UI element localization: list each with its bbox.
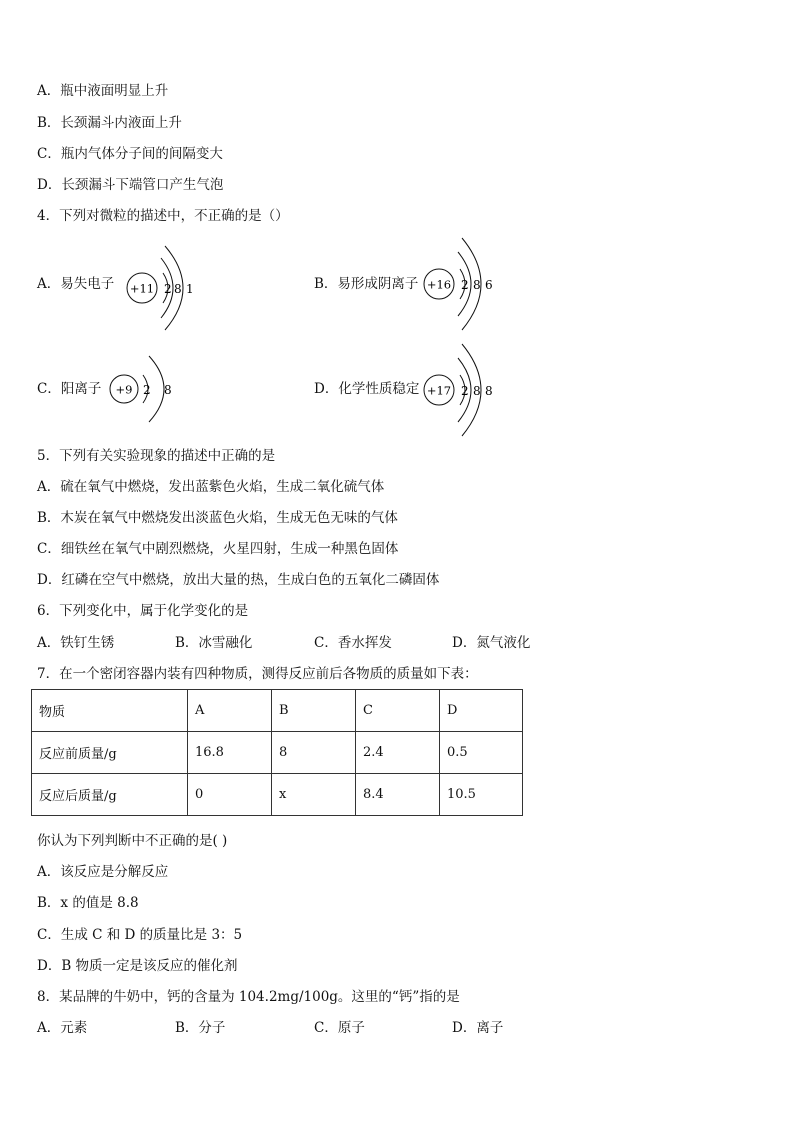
q6-option-d: D．氮气液化 [452,635,531,651]
table-header-cell: C [356,690,440,732]
q8-option-c: C．原子 [314,1020,365,1036]
q4-option-b-atom-diagram [422,236,502,332]
q8-stem: 8．某品牌的牛奶中，钙的含量为 104.2mg/100g。这里的“钙”指的是 [37,989,460,1005]
shell-3-electrons: 1 [186,282,194,296]
shell-1-electrons: 2 [461,278,469,292]
table-cell: 0 [188,774,272,816]
table-cell: 2.4 [356,732,440,774]
q4-option-a-label: A．易失电子 [37,276,115,292]
q4-option-d-atom-diagram [422,342,502,438]
q3-option-b: B．长颈漏斗内液面上升 [37,115,182,131]
shell-2-electrons: 8 [174,282,182,296]
table-cell: 10.5 [440,774,523,816]
shell-1-electrons: 2 [143,383,151,397]
q5-stem: 5．下列有关实验现象的描述中正确的是 [37,448,276,464]
shell-1-electrons: 2 [461,384,469,398]
shell-2-electrons: 8 [164,383,172,397]
q4-option-d-label: D．化学性质稳定 [314,381,420,397]
q4-option-a-atom-diagram [125,240,205,332]
q3-option-c: C．瓶内气体分子间的间隔变大 [37,146,223,162]
nucleus-charge: +11 [129,281,155,296]
shell-2-electrons: 8 [473,384,481,398]
q8-option-a: A．元素 [37,1020,88,1036]
q7-mass-table [31,689,523,816]
table-cell: 反应后质量/g [32,774,188,816]
q3-option-d: D．长颈漏斗下端管口产生气泡 [37,177,224,193]
q3-option-a: A．瓶中液面明显上升 [37,83,169,99]
q5-option-a: A．硫在氧气中燃烧，发出蓝紫色火焰，生成二氧化硫气体 [37,479,385,495]
table-row [32,732,523,774]
table-header-cell: A [188,690,272,732]
q7-option-a: A．该反应是分解反应 [37,864,169,880]
table-header-row [32,690,523,732]
table-row [32,774,523,816]
q4-option-b-label: B．易形成阴离子 [314,276,419,292]
q7-stem: 7．在一个密闭容器内装有四种物质，测得反应前后各物质的质量如下表： [37,666,478,682]
table-cell: 0.5 [440,732,523,774]
q6-stem: 6．下列变化中，属于化学变化的是 [37,603,249,619]
table-cell: 16.8 [188,732,272,774]
nucleus-charge: +17 [426,383,452,398]
table-cell: 8.4 [356,774,440,816]
q7-option-b: B．x 的值是 8.8 [37,895,139,911]
q7-option-c: C．生成 C 和 D 的质量比是 3：5 [37,927,243,943]
nucleus-charge: +16 [426,277,452,292]
q7-option-d: D．B 物质一定是该反应的催化剂 [37,958,238,974]
q6-option-a: A．铁钉生锈 [37,635,115,651]
q8-option-d: D．离子 [452,1020,504,1036]
shell-3-electrons: 6 [485,278,493,292]
table-cell: x [272,774,356,816]
table-header-cell: D [440,690,523,732]
table-header-cell: B [272,690,356,732]
nucleus-charge: +9 [115,382,133,397]
q5-option-c: C．细铁丝在氧气中剧烈燃烧，火星四射，生成一种黑色固体 [37,541,399,557]
q8-option-b: B．分子 [175,1020,226,1036]
shell-3-electrons: 8 [485,384,493,398]
q6-option-c: C．香水挥发 [314,635,392,651]
table-header-cell: 物质 [32,690,188,732]
q4-option-c-label: C．阳离子 [37,381,102,397]
q5-option-b: B．木炭在氧气中燃烧发出淡蓝色火焰，生成无色无味的气体 [37,510,398,526]
table-cell: 反应前质量/g [32,732,188,774]
q7-question: 你认为下列判断中不正确的是( ) [37,833,228,849]
shell-2-electrons: 8 [473,278,481,292]
q4-stem: 4．下列对微粒的描述中，不正确的是（） [37,208,289,224]
table-cell: 8 [272,732,356,774]
shell-1-electrons: 2 [164,282,172,296]
q4-option-c-ion-diagram [107,350,177,430]
q5-option-d: D．红磷在空气中燃烧，放出大量的热，生成白色的五氧化二磷固体 [37,572,440,588]
q6-option-b: B．冰雪融化 [175,635,253,651]
